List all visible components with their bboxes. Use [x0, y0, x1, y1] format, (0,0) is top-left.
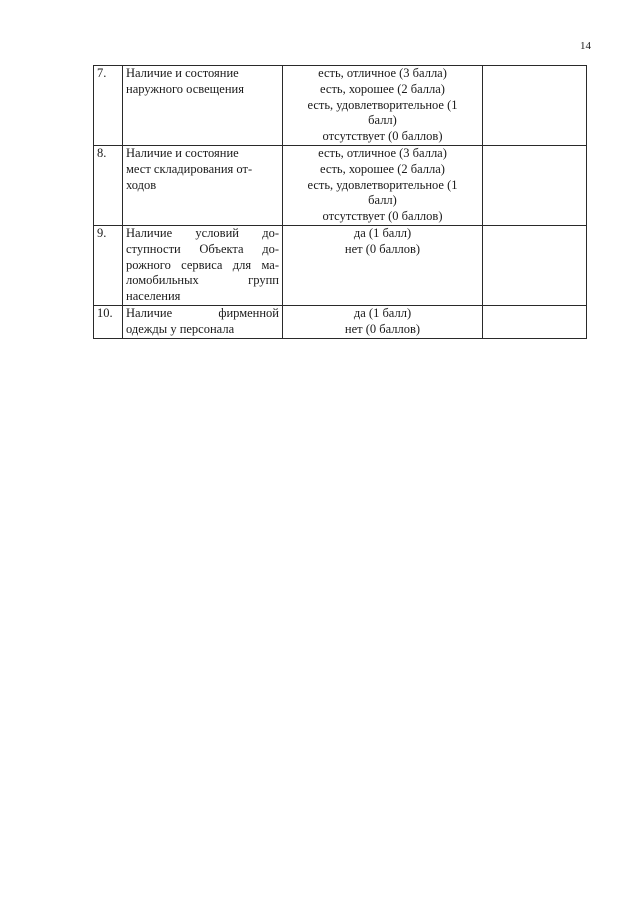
criterion-name-line: ступности Объекта до- [126, 241, 279, 256]
criterion-name [123, 66, 283, 146]
criterion-name-line: мест складирования от- [126, 161, 253, 176]
score-value-cell [483, 305, 587, 338]
score-value-cell [483, 66, 587, 146]
row-number: 9. [94, 225, 123, 305]
score-option: отсутствует (0 баллов) [322, 129, 443, 144]
criterion-name-line: наружного освещения [126, 81, 244, 96]
score-option: есть, отличное (3 балла) [318, 145, 447, 160]
row-number: 10. [94, 305, 123, 338]
criterion-name-line: рожного сервиса для ма- [126, 257, 279, 272]
criterion-name-line: населения [126, 289, 181, 304]
score-option: есть, хорошее (2 балла) [320, 81, 445, 96]
criterion-name [123, 225, 283, 305]
row-number: 8. [94, 145, 123, 225]
score-options [283, 145, 483, 225]
criterion-name-line: Наличие фирменной [126, 305, 279, 320]
criterion-name [123, 305, 283, 338]
criterion-name-line: Наличие условий до- [126, 225, 279, 240]
criterion-name-line: Наличие и состояние [126, 66, 239, 80]
score-options [283, 225, 483, 305]
table-row [94, 305, 587, 338]
score-option: есть, удовлетворительное (1 [307, 97, 458, 112]
criterion-name-line: ломобильных групп [126, 273, 279, 288]
score-options [283, 305, 483, 338]
table-row [94, 225, 587, 305]
score-option: есть, хорошее (2 балла) [320, 161, 445, 176]
score-option: нет (0 баллов) [344, 241, 421, 256]
score-option: балл) [368, 113, 397, 128]
score-option: есть, удовлетворительное (1 [307, 177, 458, 192]
score-value-cell [483, 225, 587, 305]
criteria-table [93, 65, 587, 339]
page-number: 14 [580, 40, 591, 52]
criterion-name-line: ходов [126, 177, 157, 192]
table-row [94, 66, 587, 146]
score-options [283, 66, 483, 146]
criterion-name [123, 145, 283, 225]
score-option: есть, отличное (3 балла) [318, 66, 447, 80]
table-row [94, 145, 587, 225]
score-option: да (1 балл) [353, 305, 412, 320]
score-value-cell [483, 145, 587, 225]
score-option: да (1 балл) [353, 225, 412, 240]
criterion-name-line: Наличие и состояние [126, 145, 239, 160]
score-option: балл) [368, 193, 397, 208]
row-number: 7. [94, 66, 123, 146]
score-option: отсутствует (0 баллов) [322, 209, 443, 224]
criterion-name-line: одежды у персонала [126, 321, 235, 336]
score-option: нет (0 баллов) [344, 321, 421, 336]
